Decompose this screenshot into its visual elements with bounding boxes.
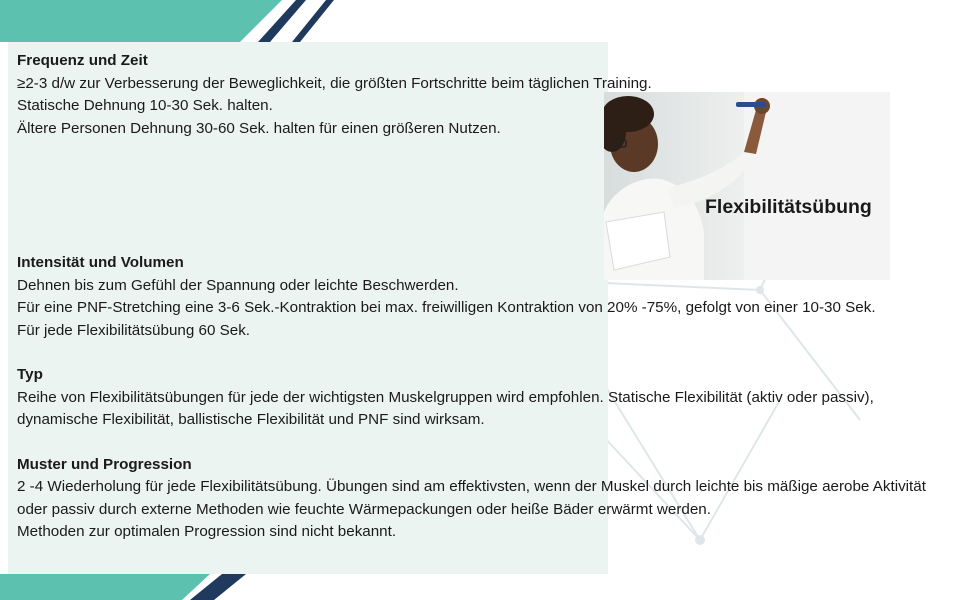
section-frequency xyxy=(17,50,947,140)
section-line: Für jede Flexibilitätsübung 60 Sek. xyxy=(17,321,251,339)
section-line: Für eine PNF-Stretching eine 3-6 Sek.-Kontraktion bei max. freiwilligen Kontraktion von 20% -75%, gefolgt von einer 10-30 Sek. xyxy=(17,299,876,316)
section-heading: Frequenz und Zeit xyxy=(17,52,148,69)
section-line: Reihe von Flexibilitätsübungen für jede der wichtigsten Muskelgruppen wird empfohlen. Statische Flexibilität (aktiv oder passiv), dynamische Flexibilität, ballistische Flexibilität und PNF sind wirksam. xyxy=(17,388,874,428)
section-type xyxy=(17,364,947,432)
section-line: 2 -4 Wiederholung für jede Flexibilitätsübung. Übungen sind am effektivsten, wenn der Muskel durch leichte bis mäßige aerobe Aktivität oder passiv durch externe Methoden wie feuchte Wärmepackungen oder heiße Bäder erwärmt werden. xyxy=(17,478,926,518)
section-line: Dehnen bis zum Gefühl der Spannung oder leichte Beschwerden. xyxy=(17,276,459,294)
section-heading: Intensität und Volumen xyxy=(17,254,184,271)
section-line: Ältere Personen Dehnung 30-60 Sek. halten für einen größeren Nutzen. xyxy=(17,119,501,137)
section-heading: Muster und Progression xyxy=(17,455,192,473)
section-heading: Typ xyxy=(17,366,43,383)
teal-corner-bottom xyxy=(0,574,210,600)
section-intensity xyxy=(17,252,947,342)
teal-corner-top xyxy=(0,0,282,42)
section-line: Statische Dehnung 10-30 Sek. halten. xyxy=(17,97,273,114)
section-line: Methoden zur optimalen Progression sind nicht bekannt. xyxy=(17,523,397,540)
section-progression xyxy=(17,454,947,544)
section-line: ≥2-3 d/w zur Verbesserung der Beweglichkeit, die größten Fortschritte beim täglichen Training. xyxy=(17,74,652,92)
slide-content xyxy=(17,50,947,544)
photo-caption: Flexibilitätsübung xyxy=(705,196,872,218)
